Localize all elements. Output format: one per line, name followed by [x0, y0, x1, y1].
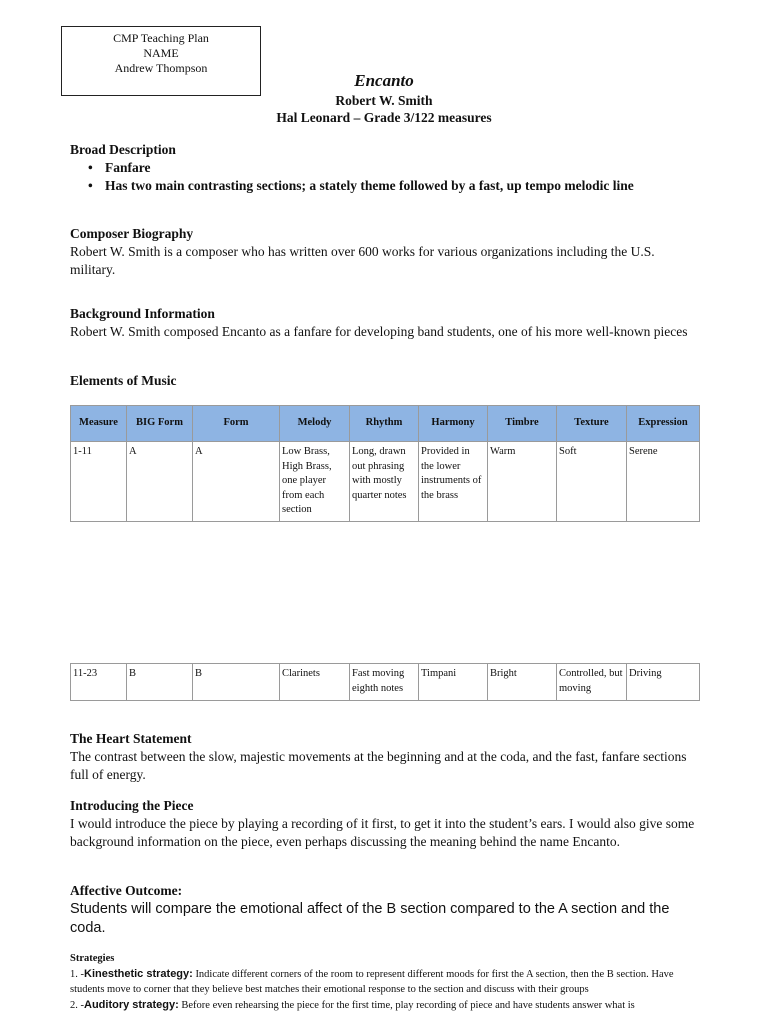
section-heading: Background Information [70, 306, 215, 321]
table-cell: Bright [488, 664, 557, 701]
composer-biography-section [70, 225, 700, 279]
plan-type: CMP Teaching Plan [113, 31, 209, 45]
section-text: Robert W. Smith composed Encanto as a fanfare for developing band students, one of his more well-known pieces [70, 324, 688, 339]
section-heading: The Heart Statement [70, 731, 192, 746]
publisher-grade: Hal Leonard – Grade 3/122 measures [276, 110, 492, 125]
strategies-section [70, 951, 695, 1013]
list-item [70, 998, 695, 1014]
table-cell: B [127, 664, 193, 701]
elements-table-continued [70, 663, 700, 701]
heart-statement-section [70, 730, 700, 784]
strategy-text: Indicate different corners of the room to represent different moods for first the A section, then the B section. Have students move to corner that they believe best matches their emotional response to the section and discuss with their groups [70, 968, 674, 995]
item-number: 2. - [70, 999, 84, 1011]
table-cell: Fast moving eighth notes [350, 664, 419, 701]
column-header: Form [193, 406, 280, 442]
table-cell: Clarinets [280, 664, 350, 701]
table-row [71, 442, 700, 522]
strategy-label: Kinesthetic strategy: [84, 967, 193, 980]
elements-of-music-section [70, 372, 700, 390]
table-cell: B [193, 664, 280, 701]
column-header: Melody [280, 406, 350, 442]
table-cell: Soft [557, 442, 627, 522]
list-item: • Has two main contrasting sections; a stately theme followed by a fast, up tempo melodic line [70, 177, 700, 195]
background-information-section [70, 305, 700, 341]
section-heading: Composer Biography [70, 226, 194, 241]
table-cell: Controlled, but moving [557, 664, 627, 701]
table-cell: Warm [488, 442, 557, 522]
table-cell: A [193, 442, 280, 522]
section-text: Robert W. Smith is a composer who has written over 600 works for various organizations including the U.S. military. [70, 244, 655, 277]
affective-outcome-section [70, 882, 700, 937]
section-heading: Strategies [70, 953, 115, 964]
table-cell: 11-23 [71, 664, 127, 701]
introducing-piece-section [70, 797, 700, 851]
column-header: Timbre [488, 406, 557, 442]
section-heading: Introducing the Piece [70, 798, 194, 813]
column-header: BIG Form [127, 406, 193, 442]
table-cell: A [127, 442, 193, 522]
elements-table [70, 405, 700, 522]
table-cell: Timpani [419, 664, 488, 701]
title-block [0, 70, 768, 126]
table-header-row [71, 406, 700, 442]
section-heading: Affective Outcome: [70, 883, 183, 898]
list-item: • Fanfare [70, 159, 700, 177]
broad-description-section [70, 141, 700, 195]
section-text: Students will compare the emotional affect of the B section compared to the A section and the coda. [70, 901, 670, 936]
strategy-text: Before even rehearsing the piece for the first time, play recording of piece and have students answer what is [178, 999, 635, 1011]
strategy-label: Auditory strategy: [84, 998, 179, 1011]
name-label: NAME [143, 46, 179, 60]
item-number: 1. - [70, 968, 84, 980]
author-name: Andrew Thompson [114, 61, 208, 75]
table-cell: Serene [627, 442, 700, 522]
section-text: I would introduce the piece by playing a recording of it first, to get it into the student’s ears. I would also give some background information on the piece, even perhaps discussing the meaning behind the name Encanto. [70, 816, 695, 849]
column-header: Rhythm [350, 406, 419, 442]
table-cell: Long, drawn out phrasing with mostly quarter notes [350, 442, 419, 522]
table-cell: Driving [627, 664, 700, 701]
column-header: Expression [627, 406, 700, 442]
table-cell: Provided in the lower instruments of the brass [419, 442, 488, 522]
table-row [71, 664, 700, 701]
composer-name: Robert W. Smith [335, 93, 433, 108]
section-heading: Broad Description [70, 142, 176, 157]
section-text: The contrast between the slow, majestic movements at the beginning and at the coda, and the fast, fanfare sections full of energy. [70, 749, 687, 782]
column-header: Texture [557, 406, 627, 442]
section-heading: Elements of Music [70, 373, 177, 388]
table-cell: Low Brass, High Brass, one player from each section [280, 442, 350, 522]
table-cell: 1-11 [71, 442, 127, 522]
description-list [70, 159, 700, 195]
piece-title: Encanto [354, 71, 414, 90]
column-header: Measure [71, 406, 127, 442]
column-header: Harmony [419, 406, 488, 442]
list-item [70, 967, 695, 998]
